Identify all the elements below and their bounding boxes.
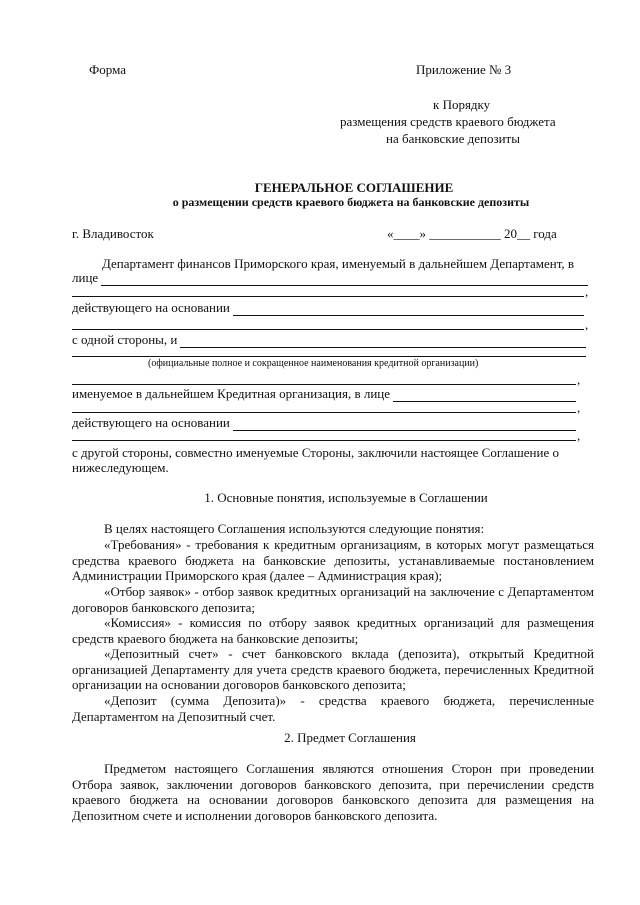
credit-org-name-blank-line — [72, 356, 586, 357]
credit-org-name-blank — [180, 337, 586, 348]
representative-blank — [101, 275, 588, 286]
section-1-paragraph-6: «Депозит (сумма Депозита)» - средства краевого бюджета, перечисленные Департаментом на Депозитный счет. — [72, 693, 594, 724]
representative-field — [72, 270, 588, 286]
form-label: Форма — [89, 62, 126, 77]
section-2-paragraph-1: Предметом настоящего Соглашения являются отношения Сторон при проведении Отбора заявок, заключении договоров банковского депозита, при перечислении средств краевого бюджета на основании договоров банковского депозита для размещения на Депозитном счете и исполнении договоров банковского депозита. — [72, 761, 594, 823]
agreement-date: «____» ___________ 20__ года — [387, 226, 557, 241]
section-1-paragraph-2: «Требования» - требования к кредитным организациям, в которых могут размещаться средства краевого бюджета на банковские депозиты, устанавливаемые постановлением Администрации Приморского края (далее – Администрация края); — [72, 537, 594, 584]
parties-intro: Департамент финансов Приморского края, именуемый в дальнейшем Департамент, в — [102, 256, 575, 271]
section-1-paragraph-4: «Комиссия» - комиссия по отбору заявок кредитных организаций для размещения средств краевого бюджета на банковские депозиты; — [72, 615, 594, 646]
acting-basis-label-2: действующего на основании — [72, 415, 230, 430]
credit-org-name-field — [72, 332, 586, 348]
appendix-number: Приложение № 3 — [416, 62, 512, 77]
representative-blank-line — [72, 296, 584, 297]
comma: , — [577, 400, 581, 415]
city: г. Владивосток — [72, 226, 154, 241]
comma: , — [577, 428, 581, 443]
in-person-label: лице — [72, 270, 99, 285]
credit-org-representative-field — [72, 386, 576, 402]
acting-basis-blank-line-2 — [72, 440, 576, 441]
order-title-line2: на банковские депозиты — [386, 131, 520, 146]
acting-basis-field-2 — [72, 415, 576, 431]
acting-basis-label-1: действующего на основании — [72, 300, 230, 315]
comma: , — [577, 372, 581, 387]
section-1-paragraph-3: «Отбор заявок» - отбор заявок кредитных организаций на заключение с Департаментом договоров банковского депозита; — [72, 584, 594, 615]
credit-org-representative-blank-line — [72, 412, 576, 413]
one-side-label: с одной стороны, и — [72, 332, 178, 347]
acting-basis-blank-line-1 — [72, 329, 584, 330]
other-side-text: с другой стороны, совместно именуемые Стороны, заключили настоящее Соглашение о — [72, 445, 559, 460]
agreement-subtitle: о размещении средств краевого бюджета на банковские депозиты — [172, 195, 530, 209]
section-1-paragraph-5: «Депозитный счет» - счет банковского вклада (депозита), открытый Кредитной организацией Департаменту для учета средств краевого бюджета, перечисленных Кредитной организации на основании договоров банковского депозита; — [72, 646, 594, 693]
acting-basis-field-1 — [72, 300, 584, 316]
credit-org-representative-blank — [393, 391, 576, 402]
agreement-title: ГЕНЕРАЛЬНОЕ СОГЛАШЕНИЕ — [254, 180, 454, 195]
order-title-line1: размещения средств краевого бюджета — [340, 114, 556, 129]
section-1-heading: 1. Основные понятия, используемые в Соглашении — [204, 490, 488, 505]
order-reference: к Порядку — [433, 97, 491, 112]
comma: , — [585, 317, 589, 332]
acting-basis-blank-1 — [233, 305, 584, 316]
credit-org-blank-line-2 — [72, 384, 576, 385]
section-2-heading: 2. Предмет Соглашения — [284, 730, 416, 745]
comma: , — [585, 284, 589, 299]
other-side-text-end: нижеследующем. — [72, 460, 169, 475]
credit-org-caption: (официальные полное и сокращенное наименования кредитной организации) — [148, 358, 479, 369]
credit-org-label: именуемое в дальнейшем Кредитная организация, в лице — [72, 386, 391, 401]
acting-basis-blank-2 — [233, 420, 576, 431]
section-1-paragraph-1: В целях настоящего Соглашения используются следующие понятия: — [104, 521, 485, 536]
